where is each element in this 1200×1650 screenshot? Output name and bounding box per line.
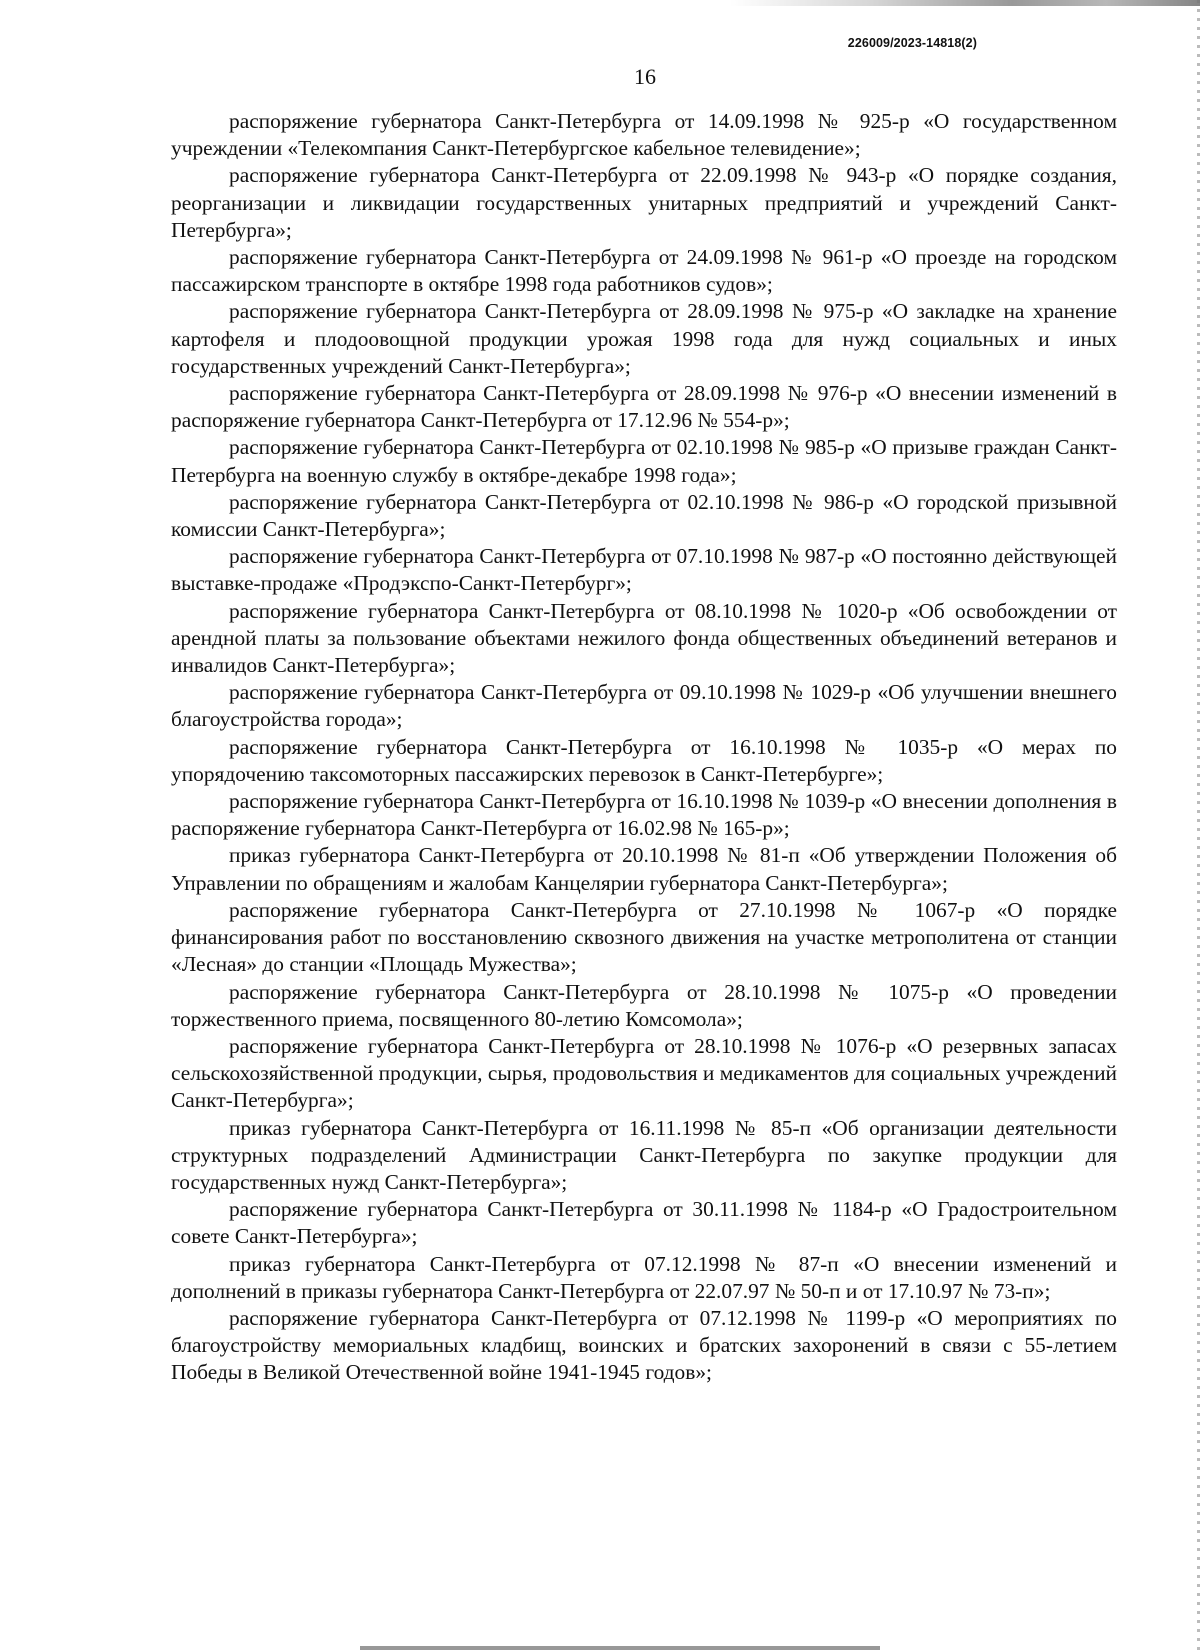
list-item: приказ губернатора Санкт-Петербурга от 20.10.1998 № 81-п «Об утверждении Положения об Управлении по обращениям и жалобам Канцелярии губернатора Санкт-Петербурга»; (171, 843, 1117, 895)
list-item: распоряжение губернатора Санкт-Петербурга от 07.10.1998 № 987-р «О постоянно действующей выставке-продаже «Продэкспо-Санкт-Петербург»; (171, 544, 1117, 596)
list-item: распоряжение губернатора Санкт-Петербурга от 28.10.1998 № 1076-р «О резервных запасах сельскохозяйственной продукции, сырья, продовольствия и медикаментов для социальных учреждений Санкт-Петербурга»; (171, 1033, 1117, 1113)
list-item: распоряжение губернатора Санкт-Петербурга от 22.09.1998 № 943-р «О порядке создания, реорганизации и ликвидации государственных унитарных предприятий и учреждений Санкт-Петербурга»; (171, 163, 1117, 242)
list-item: приказ губернатора Санкт-Петербурга от 07.12.1998 № 87-п «О внесении изменений и дополнений в приказы губернатора Санкт-Петербурга от 22.07.97 № 50-п и от 17.10.97 № 73-п»; (171, 1251, 1117, 1303)
page-number: 16 (634, 64, 656, 89)
list-item: распоряжение губернатора Санкт-Петербурга от 16.10.1998 № 1035-р «О мерах по упорядочению таксомоторных пассажирских перевозок в Санкт-Петербурге»; (171, 734, 1117, 786)
list-item: приказ губернатора Санкт-Петербурга от 16.11.1998 № 85-п «Об организации деятельности структурных подразделений Администрации Санкт-Петербурга по закупке продукции для государственных нужд Санкт-Петербурга»; (171, 1115, 1117, 1194)
list-item: распоряжение губернатора Санкт-Петербурга от 28.10.1998 № 1075-р «О проведении торжественного приема, посвященного 80-летию Комсомола»; (171, 979, 1117, 1031)
document-body (171, 108, 1117, 1387)
list-item: распоряжение губернатора Санкт-Петербурга от 07.12.1998 № 1199-р «О мероприятиях по благоустройству мемориальных кладбищ, воинских и братских захоронений в связи с 55-летием Победы в Великой Отечественной войне 1941-1945 годов»; (171, 1305, 1117, 1385)
list-item: распоряжение губернатора Санкт-Петербурга от 02.10.1998 № 985-р «О призыве граждан Санкт-Петербурга на военную службу в октябре-декабре 1998 года»; (171, 435, 1117, 487)
list-item: распоряжение губернатора Санкт-Петербурга от 09.10.1998 № 1029-р «Об улучшении внешнего благоустройства города»; (171, 680, 1117, 732)
list-item: распоряжение губернатора Санкт-Петербурга от 08.10.1998 № 1020-р «Об освобождении от арендной платы за пользование объектами нежилого фонда общественных объединений ветеранов и инвалидов Санкт-Петербурга»; (171, 598, 1117, 678)
scan-edge-top (730, 0, 1200, 6)
list-item: распоряжение губернатора Санкт-Петербурга от 16.10.1998 № 1039-р «О внесении дополнения в распоряжение губернатора Санкт-Петербурга от 16.02.98 № 165-р»; (171, 789, 1117, 841)
list-item: распоряжение губернатора Санкт-Петербурга от 28.09.1998 № 975-р «О закладке на хранение картофеля и плодоовощной продукции урожая 1998 года для нужд социальных и иных государственных учреждений Санкт-Петербурга»; (171, 299, 1117, 378)
list-item: распоряжение губернатора Санкт-Петербурга от 28.09.1998 № 976-р «О внесении изменений в распоряжение губернатора Санкт-Петербурга от 17.12.96 № 554-р»; (171, 381, 1117, 433)
list-item: распоряжение губернатора Санкт-Петербурга от 30.11.1998 № 1184-р «О Градостроительном совете Санкт-Петербурга»; (171, 1197, 1117, 1249)
list-item: распоряжение губернатора Санкт-Петербурга от 24.09.1998 № 961-р «О проезде на городском пассажирском транспорте в октябре 1998 года работников судов»; (171, 245, 1117, 297)
scan-edge-bottom (360, 1646, 880, 1650)
document-id: 226009/2023-14818(2) (847, 36, 977, 50)
list-item: распоряжение губернатора Санкт-Петербурга от 27.10.1998 № 1067-р «О порядке финансирования работ по восстановлению сквозного движения на участке метрополитена от станции «Лесная» до станции «Площадь Мужества»; (171, 897, 1117, 977)
list-item: распоряжение губернатора Санкт-Петербурга от 14.09.1998 № 925-р «О государственном учреждении «Телекомпания Санкт-Петербургское кабельное телевидение»; (171, 109, 1117, 161)
list-item: распоряжение губернатора Санкт-Петербурга от 02.10.1998 № 986-р «О городской призывной комиссии Санкт-Петербурга»; (171, 489, 1117, 542)
